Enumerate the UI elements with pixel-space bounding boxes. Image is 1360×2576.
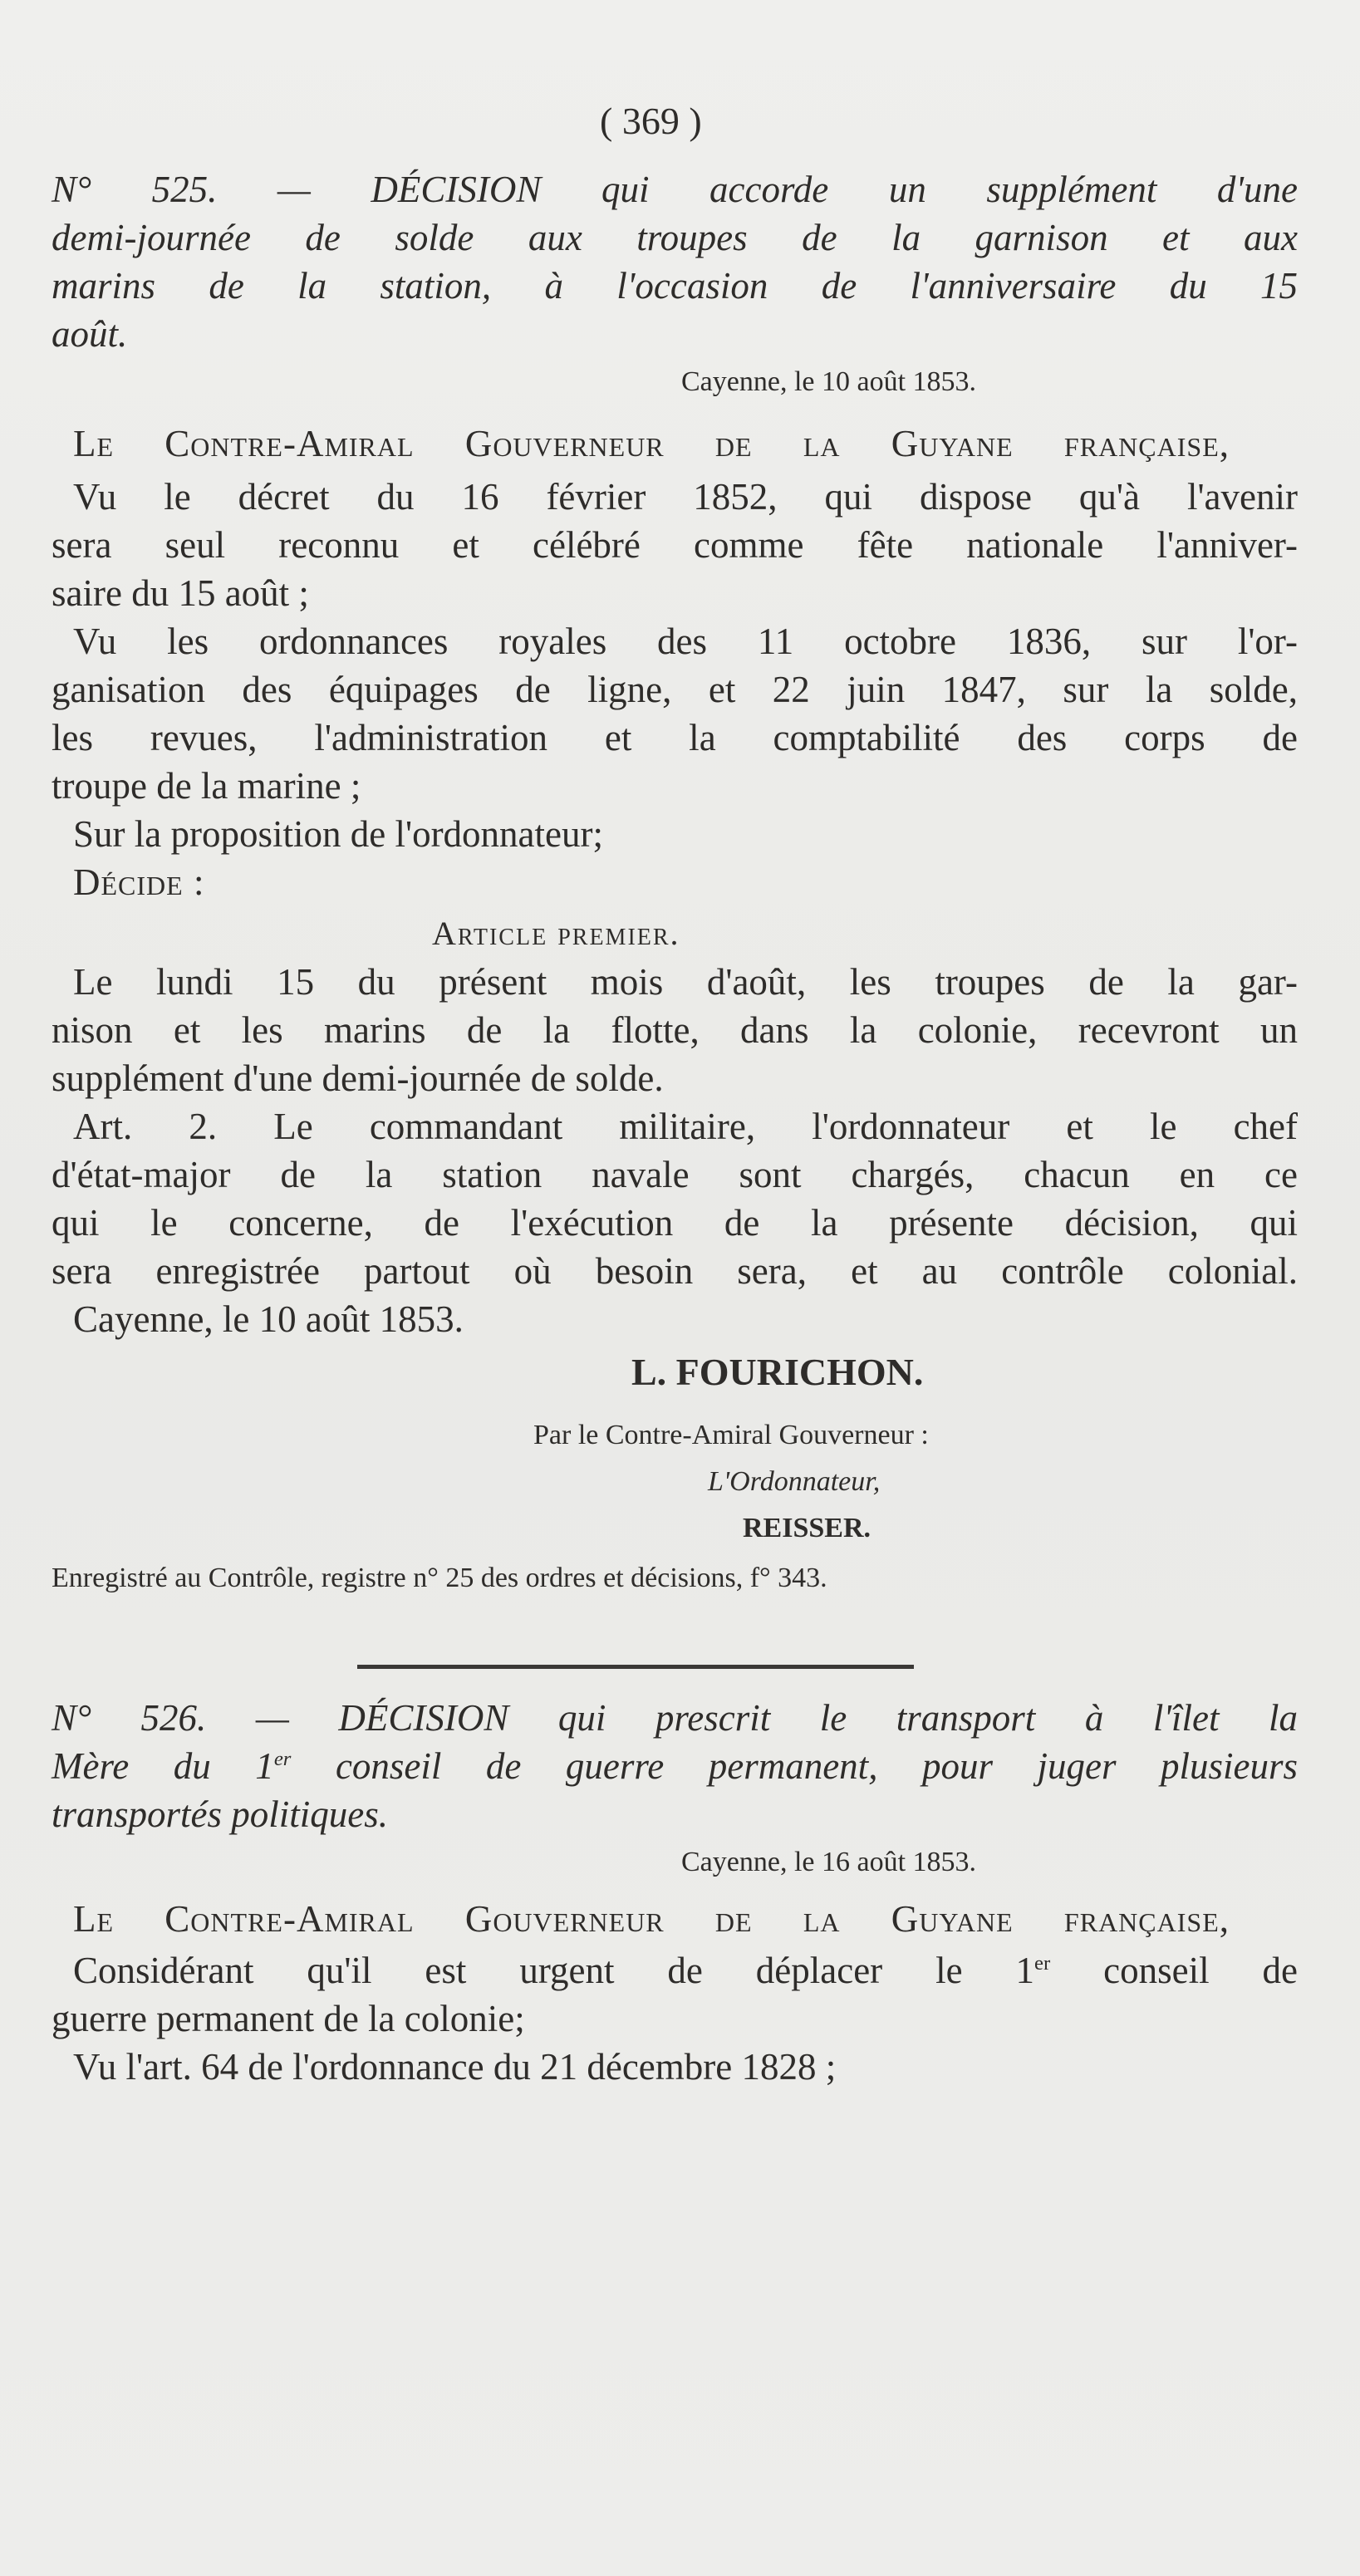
article-premier-title: Article premier. (432, 915, 680, 952)
decision-526-body-line-1: Le Contre-Amiral Gouverneur de la Guyane française, (73, 1898, 1230, 1940)
decision-525-body-line-3: sera seul reconnu et célébré comme fête nationale l'anniver- (52, 524, 1298, 566)
decision-526-body-line-2: Considérant qu'il est urgent de déplacer le 1er conseil de (73, 1950, 1298, 1991)
decision-526-body-line-3: guerre permanent de la colonie; (52, 1998, 525, 2039)
decision-525-body-line-7: les revues, l'administration et la comptabilité des corps de (52, 717, 1298, 758)
decision-525-body-line-8: troupe de la marine ; (52, 765, 361, 807)
countersign-role: L'Ordonnateur, (708, 1466, 881, 1497)
article-body-line-6: qui le concerne, de l'exécution de la présente décision, qui (52, 1202, 1298, 1244)
section-divider (357, 1665, 914, 1669)
decision-525-body-line-2: Vu le décret du 16 février 1852, qui dispose qu'à l'avenir (73, 476, 1298, 518)
countersign-intro: Par le Contre-Amiral Gouverneur : (533, 1420, 929, 1450)
countersign-name: REISSER. (743, 1513, 871, 1543)
decision-526-heading-line-1: N° 526. — DÉCISION qui prescrit le transport à l'îlet la (52, 1697, 1298, 1739)
decision-526-heading-line-3: transportés politiques. (52, 1793, 389, 1835)
article-body-line-8: Cayenne, le 10 août 1853. (73, 1298, 464, 1340)
decision-525-body-line-6: ganisation des équipages de ligne, et 22 juin 1847, sur la solde, (52, 669, 1298, 710)
decision-526-dateline: Cayenne, le 16 août 1853. (681, 1847, 977, 1877)
decision-525-body-line-1: Le Contre-Amiral Gouverneur de la Guyane française, (73, 423, 1230, 464)
decision-525-body-line-9: Sur la proposition de l'ordonnateur; (73, 813, 603, 855)
decision-525-body-line-5: Vu les ordonnances royales des 11 octobre 1836, sur l'or- (73, 621, 1298, 662)
decision-525-heading-line-1: N° 525. — DÉCISION qui accorde un supplément d'une (52, 169, 1298, 210)
article-body-line-2: nison et les marins de la flotte, dans la colonie, recevront un (52, 1009, 1298, 1051)
decision-526-heading-line-2: Mère du 1er conseil de guerre permanent, pour juger plusieurs (52, 1745, 1298, 1787)
registration-note: Enregistré au Contrôle, registre n° 25 des ordres et décisions, f° 343. (52, 1563, 827, 1593)
page-number: ( 369 ) (600, 100, 702, 142)
decision-525-body-line-4: saire du 15 août ; (52, 572, 309, 614)
decision-525-dateline: Cayenne, le 10 août 1853. (681, 366, 977, 397)
article-body-line-3: supplément d'une demi-journée de solde. (52, 1057, 664, 1099)
signature: L. FOURICHON. (631, 1351, 924, 1393)
decision-525-heading-line-3: marins de la station, à l'occasion de l'anniversaire du 15 (52, 265, 1298, 307)
decision-525-decide: Décide : (73, 861, 205, 903)
decision-526-body-line-4: Vu l'art. 64 de l'ordonnance du 21 décembre 1828 ; (73, 2046, 837, 2088)
article-body-line-4: Art. 2. Le commandant militaire, l'ordonnateur et le chef (73, 1106, 1298, 1147)
decision-525-heading-line-2: demi-journée de solde aux troupes de la garnison et aux (52, 217, 1298, 258)
decision-525-heading-line-4: août. (52, 313, 128, 355)
article-body-line-1: Le lundi 15 du présent mois d'août, les troupes de la gar- (73, 961, 1298, 1003)
article-body-line-7: sera enregistrée partout où besoin sera, et au contrôle colonial. (52, 1250, 1298, 1292)
article-body-line-5: d'état-major de la station navale sont chargés, chacun en ce (52, 1154, 1298, 1195)
